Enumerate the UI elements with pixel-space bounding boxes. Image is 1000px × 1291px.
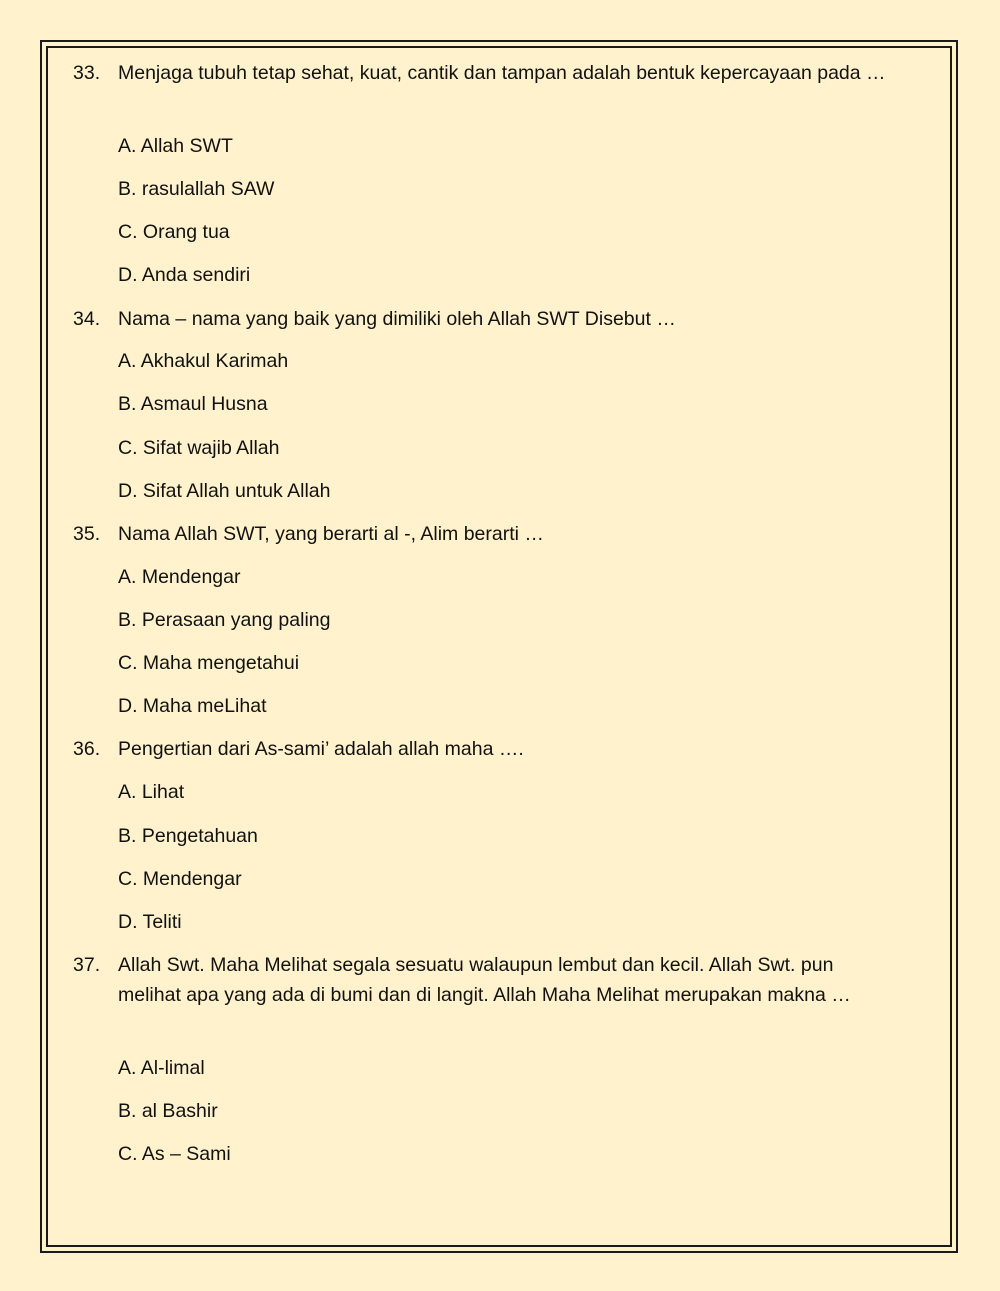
- option-34-d[interactable]: D. Sifat Allah untuk Allah: [118, 480, 331, 502]
- question-number: 36.: [73, 738, 101, 760]
- option-36-d[interactable]: D. Teliti: [118, 911, 182, 933]
- option-37-b[interactable]: B. al Bashir: [118, 1100, 218, 1122]
- question-number: 33.: [73, 62, 101, 84]
- option-36-a[interactable]: A. Lihat: [118, 781, 185, 803]
- option-35-b[interactable]: B. Perasaan yang paling: [118, 609, 331, 631]
- option-33-a[interactable]: A. Allah SWT: [118, 135, 233, 157]
- option-37-c[interactable]: C. As – Sami: [118, 1143, 231, 1165]
- question-number: 34.: [73, 308, 101, 330]
- question-number: 35.: [73, 523, 101, 545]
- option-35-a[interactable]: A. Mendengar: [118, 566, 241, 588]
- question-text: Nama Allah SWT, yang berarti al -, Alim berarti …: [118, 523, 544, 545]
- option-33-d[interactable]: D. Anda sendiri: [118, 264, 251, 286]
- option-34-a[interactable]: A. Akhakul Karimah: [118, 350, 289, 372]
- question-text: Allah Swt. Maha Melihat segala sesuatu walaupun lembut dan kecil. Allah Swt. pun melihat apa yang ada di bumi dan di langit. Allah Maha Melihat merupakan makna …: [118, 954, 851, 1006]
- option-35-d[interactable]: D. Maha meLihat: [118, 695, 267, 717]
- option-35-c[interactable]: C. Maha mengetahui: [118, 652, 300, 674]
- option-34-c[interactable]: C. Sifat wajib Allah: [118, 437, 280, 459]
- option-34-b[interactable]: B. Asmaul Husna: [118, 393, 268, 415]
- question-text: Nama – nama yang baik yang dimiliki oleh Allah SWT Disebut …: [118, 308, 676, 330]
- option-36-c[interactable]: C. Mendengar: [118, 868, 242, 890]
- option-33-b[interactable]: B. rasulallah SAW: [118, 178, 275, 200]
- option-33-c[interactable]: C. Orang tua: [118, 221, 230, 243]
- option-36-b[interactable]: B. Pengetahuan: [118, 825, 258, 847]
- question-number: 37.: [73, 954, 101, 976]
- question-text: Menjaga tubuh tetap sehat, kuat, cantik dan tampan adalah bentuk kepercayaan pada …: [118, 62, 886, 84]
- question-text: Pengertian dari As-sami’ adalah allah maha ….: [118, 738, 524, 760]
- option-37-a[interactable]: A. Al-limal: [118, 1057, 205, 1079]
